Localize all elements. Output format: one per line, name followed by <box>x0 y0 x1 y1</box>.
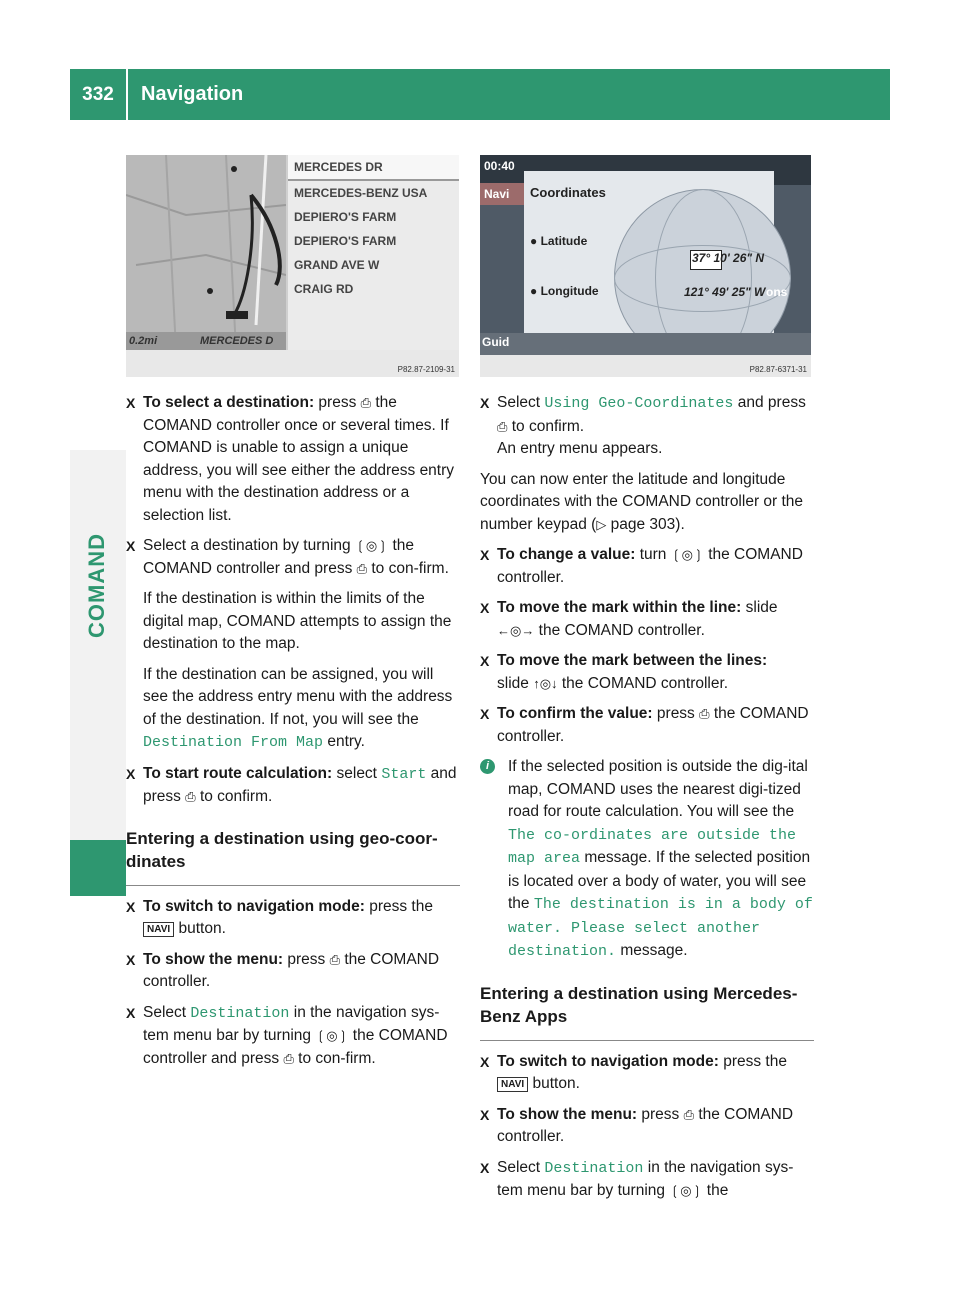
step-marker: X <box>480 653 490 669</box>
list-item[interactable]: DEPIERO'S FARM <box>294 234 397 248</box>
list-item[interactable]: DEPIERO'S FARM <box>294 210 397 224</box>
header-divider <box>126 69 128 120</box>
longitude-label[interactable]: ● Longitude <box>530 284 599 298</box>
step-marker: X <box>126 765 136 782</box>
screenshot-code: P82.87-2109-31 <box>397 365 455 374</box>
menu-item-start: Start <box>381 765 427 783</box>
info-icon: i <box>480 759 495 774</box>
step-show-menu <box>126 949 460 994</box>
section-heading: Entering a destination using geo-coor-dinates <box>126 827 460 886</box>
turn-icon: ❲◎❳ <box>315 1028 349 1043</box>
screenshot-code: P82.87-6371-31 <box>749 365 807 374</box>
step-move-between-lines <box>480 650 814 695</box>
map-area <box>126 155 286 350</box>
coordinates-screenshot <box>480 155 811 377</box>
step-marker: X <box>480 1159 490 1176</box>
text: slide <box>745 599 778 616</box>
menu-partial-label: ons <box>766 285 788 299</box>
text: Select <box>497 1158 541 1176</box>
step-marker: X <box>480 395 490 411</box>
press-icon: ⎙ <box>185 789 196 804</box>
text: message. <box>620 942 688 959</box>
text: to confirm. <box>199 788 273 805</box>
text: the COMAND controller and press <box>143 537 414 577</box>
text: entry. <box>327 733 365 750</box>
section-title: Navigation <box>141 83 244 105</box>
text: to con-firm. <box>298 1049 376 1067</box>
step-select-destination <box>126 392 460 527</box>
press-icon: ⎙ <box>360 395 372 410</box>
destination-list <box>288 155 459 350</box>
coordinates-title: Coordinates <box>530 185 606 200</box>
text: the COMAND controller. <box>497 1105 794 1145</box>
text: the COMAND controller and press <box>143 1027 448 1067</box>
text: If the selected position is outside the dig-ital map, COMAND uses the nearest digi-tized road for route calculation. You will see the <box>508 758 808 820</box>
text: If the destination can be assigned, you will see the address entry menu with the address of the destination. If not, you will see the <box>143 665 453 728</box>
side-tab <box>70 450 126 840</box>
text: the COMAND controller. <box>143 950 440 990</box>
guide-label: Guid <box>482 335 510 349</box>
list-item[interactable]: CRAIG RD <box>294 282 354 296</box>
step-note <box>126 664 460 755</box>
text: in the navigation sys-tem menu bar by turning <box>497 1158 794 1199</box>
turn-icon: ❲◎❳ <box>354 538 389 553</box>
coordinates-panel <box>524 171 774 351</box>
right-column <box>480 392 814 1211</box>
step-marker: X <box>126 951 136 968</box>
step-select-geo <box>480 392 814 461</box>
text: the COMAND controller. <box>561 674 729 692</box>
menu-item-destination: Destination <box>544 1159 644 1177</box>
text: slide <box>497 674 529 692</box>
paragraph <box>480 469 814 537</box>
map-scale: 0.2mi <box>129 335 158 347</box>
navi-key-icon: NAVI <box>497 1077 528 1092</box>
text: press <box>287 950 326 968</box>
side-tab-label: COMAND <box>84 533 109 638</box>
list-item[interactable]: GRAND AVE W <box>294 258 380 272</box>
message-body-of-water: The destination is in a body of water. Please select another destination. <box>508 896 813 960</box>
step-marker: X <box>126 898 136 915</box>
step-marker: X <box>126 395 136 411</box>
text: message. If the selected position is located over a body of water, you will see the <box>508 849 811 912</box>
step-title: To show the menu: <box>143 950 284 968</box>
page-number: 332 <box>82 84 114 105</box>
step-marker: X <box>126 538 136 554</box>
text: the <box>706 1182 729 1199</box>
text: the COMAND controller once or several times. If COMAND is unable to assign a unique address, you will see either the address entry menu with the destination address or a selection list. <box>143 394 455 524</box>
step-marker: X <box>480 706 490 722</box>
step-move-within-line <box>480 597 814 642</box>
step-select-destination-menu <box>480 1157 814 1203</box>
step-confirm-value <box>480 703 814 748</box>
step-marker: X <box>480 547 490 563</box>
step-change-value <box>480 544 814 589</box>
page-reference[interactable]: page 303 <box>610 515 676 533</box>
text: the COMAND controller. <box>497 546 803 586</box>
step-marker: X <box>480 1053 490 1070</box>
text: press <box>641 1105 680 1123</box>
text: press <box>318 394 357 411</box>
press-icon: ⎙ <box>356 560 368 576</box>
step-marker: X <box>126 1004 136 1021</box>
step-title: To switch to navigation mode: <box>143 897 365 915</box>
menu-item-destination: Destination <box>190 1004 290 1022</box>
text: the COMAND controller. <box>497 705 809 745</box>
map-footer <box>126 332 286 350</box>
info-note <box>480 756 814 964</box>
text: turn <box>639 546 667 563</box>
longitude-value[interactable]: 121° 49' 25" W <box>684 285 766 299</box>
text: the COMAND controller. <box>538 621 705 639</box>
navi-key-icon: NAVI <box>143 922 174 937</box>
step-start-route <box>126 763 460 809</box>
step-select-destination-menu <box>126 1002 460 1071</box>
step-note: If the destination is within the limits of the digital map, COMAND attempts to assign the destination to the map. <box>143 590 452 652</box>
step-title: To confirm the value: <box>497 705 653 722</box>
text: Select a destination by turning <box>143 537 351 554</box>
step-show-menu <box>480 1104 814 1149</box>
step-title: To change a value: <box>497 546 636 563</box>
step-turn-select <box>126 535 460 580</box>
latitude-text: Latitude <box>540 234 588 248</box>
text: to confirm. <box>511 417 585 435</box>
text: and press <box>143 764 457 805</box>
section-heading: Entering a destination using Mercedes-Benz Apps <box>480 982 814 1041</box>
step-marker: X <box>480 600 490 616</box>
text: An entry menu appears. <box>497 440 663 457</box>
page-ref-icon: ▷ <box>596 516 607 532</box>
step-title: To move the mark within the line: <box>497 599 742 616</box>
menu-item-using-geo-coordinates: Using Geo-Coordinates <box>544 395 734 412</box>
text: ). <box>675 515 685 533</box>
press-icon: ⎙ <box>329 951 341 967</box>
step-switch-nav <box>126 896 460 941</box>
text: press <box>656 705 695 722</box>
clock: 00:40 <box>484 159 515 173</box>
press-icon: ⎙ <box>683 1106 695 1122</box>
map-roads <box>126 155 286 350</box>
step-marker: X <box>480 1106 490 1123</box>
slide-left-right-icon: ←◎→ <box>497 622 535 638</box>
text: select <box>336 764 377 782</box>
bottom-bar <box>480 333 811 355</box>
step-title: To switch to navigation mode: <box>497 1052 719 1070</box>
longitude-text: Longitude <box>540 284 599 298</box>
message-outside-map: The co-ordinates are outside the map area <box>508 826 797 867</box>
step-title: To move the mark between the lines: <box>497 652 768 669</box>
menu-item-destination-from-map: Destination From Map <box>143 734 324 751</box>
text: to con-firm. <box>371 559 449 577</box>
text: and press <box>737 394 806 411</box>
text: Select <box>143 1003 187 1021</box>
step-title: To start route calculation: <box>143 764 333 782</box>
text: You can now enter the latitude and longitude coordinates with the COMAND controller or the number keypad ( <box>480 470 804 533</box>
text: press the <box>369 897 433 915</box>
list-item[interactable]: MERCEDES-BENZ USA <box>294 186 428 200</box>
text: in the navigation sys-tem menu bar by turning <box>143 1003 440 1044</box>
text: press the <box>723 1052 787 1070</box>
latitude-label[interactable]: ● Latitude <box>530 234 588 248</box>
map-screenshot <box>126 155 459 377</box>
map-street-label: MERCEDES D <box>200 335 274 347</box>
step-title: To show the menu: <box>497 1105 638 1123</box>
side-tab-block <box>70 840 126 896</box>
left-column <box>126 392 460 1078</box>
latitude-value[interactable]: 37° 10' 26" N <box>692 251 765 265</box>
turn-icon: ❲◎❳ <box>670 547 704 562</box>
slide-up-down-icon: ↑◎↓ <box>533 675 558 691</box>
text: button. <box>178 920 226 937</box>
navi-tab[interactable]: Navi <box>480 183 528 205</box>
text: button. <box>532 1075 580 1092</box>
step-switch-nav <box>480 1051 814 1096</box>
press-icon: ⎙ <box>283 1050 294 1066</box>
turn-icon: ❲◎❳ <box>669 1183 703 1198</box>
list-item[interactable]: MERCEDES DR <box>288 155 459 181</box>
press-icon: ⎙ <box>497 418 508 434</box>
step-title: To select a destination: <box>143 394 315 411</box>
press-icon: ⎙ <box>699 706 710 721</box>
text: Select <box>497 394 541 411</box>
